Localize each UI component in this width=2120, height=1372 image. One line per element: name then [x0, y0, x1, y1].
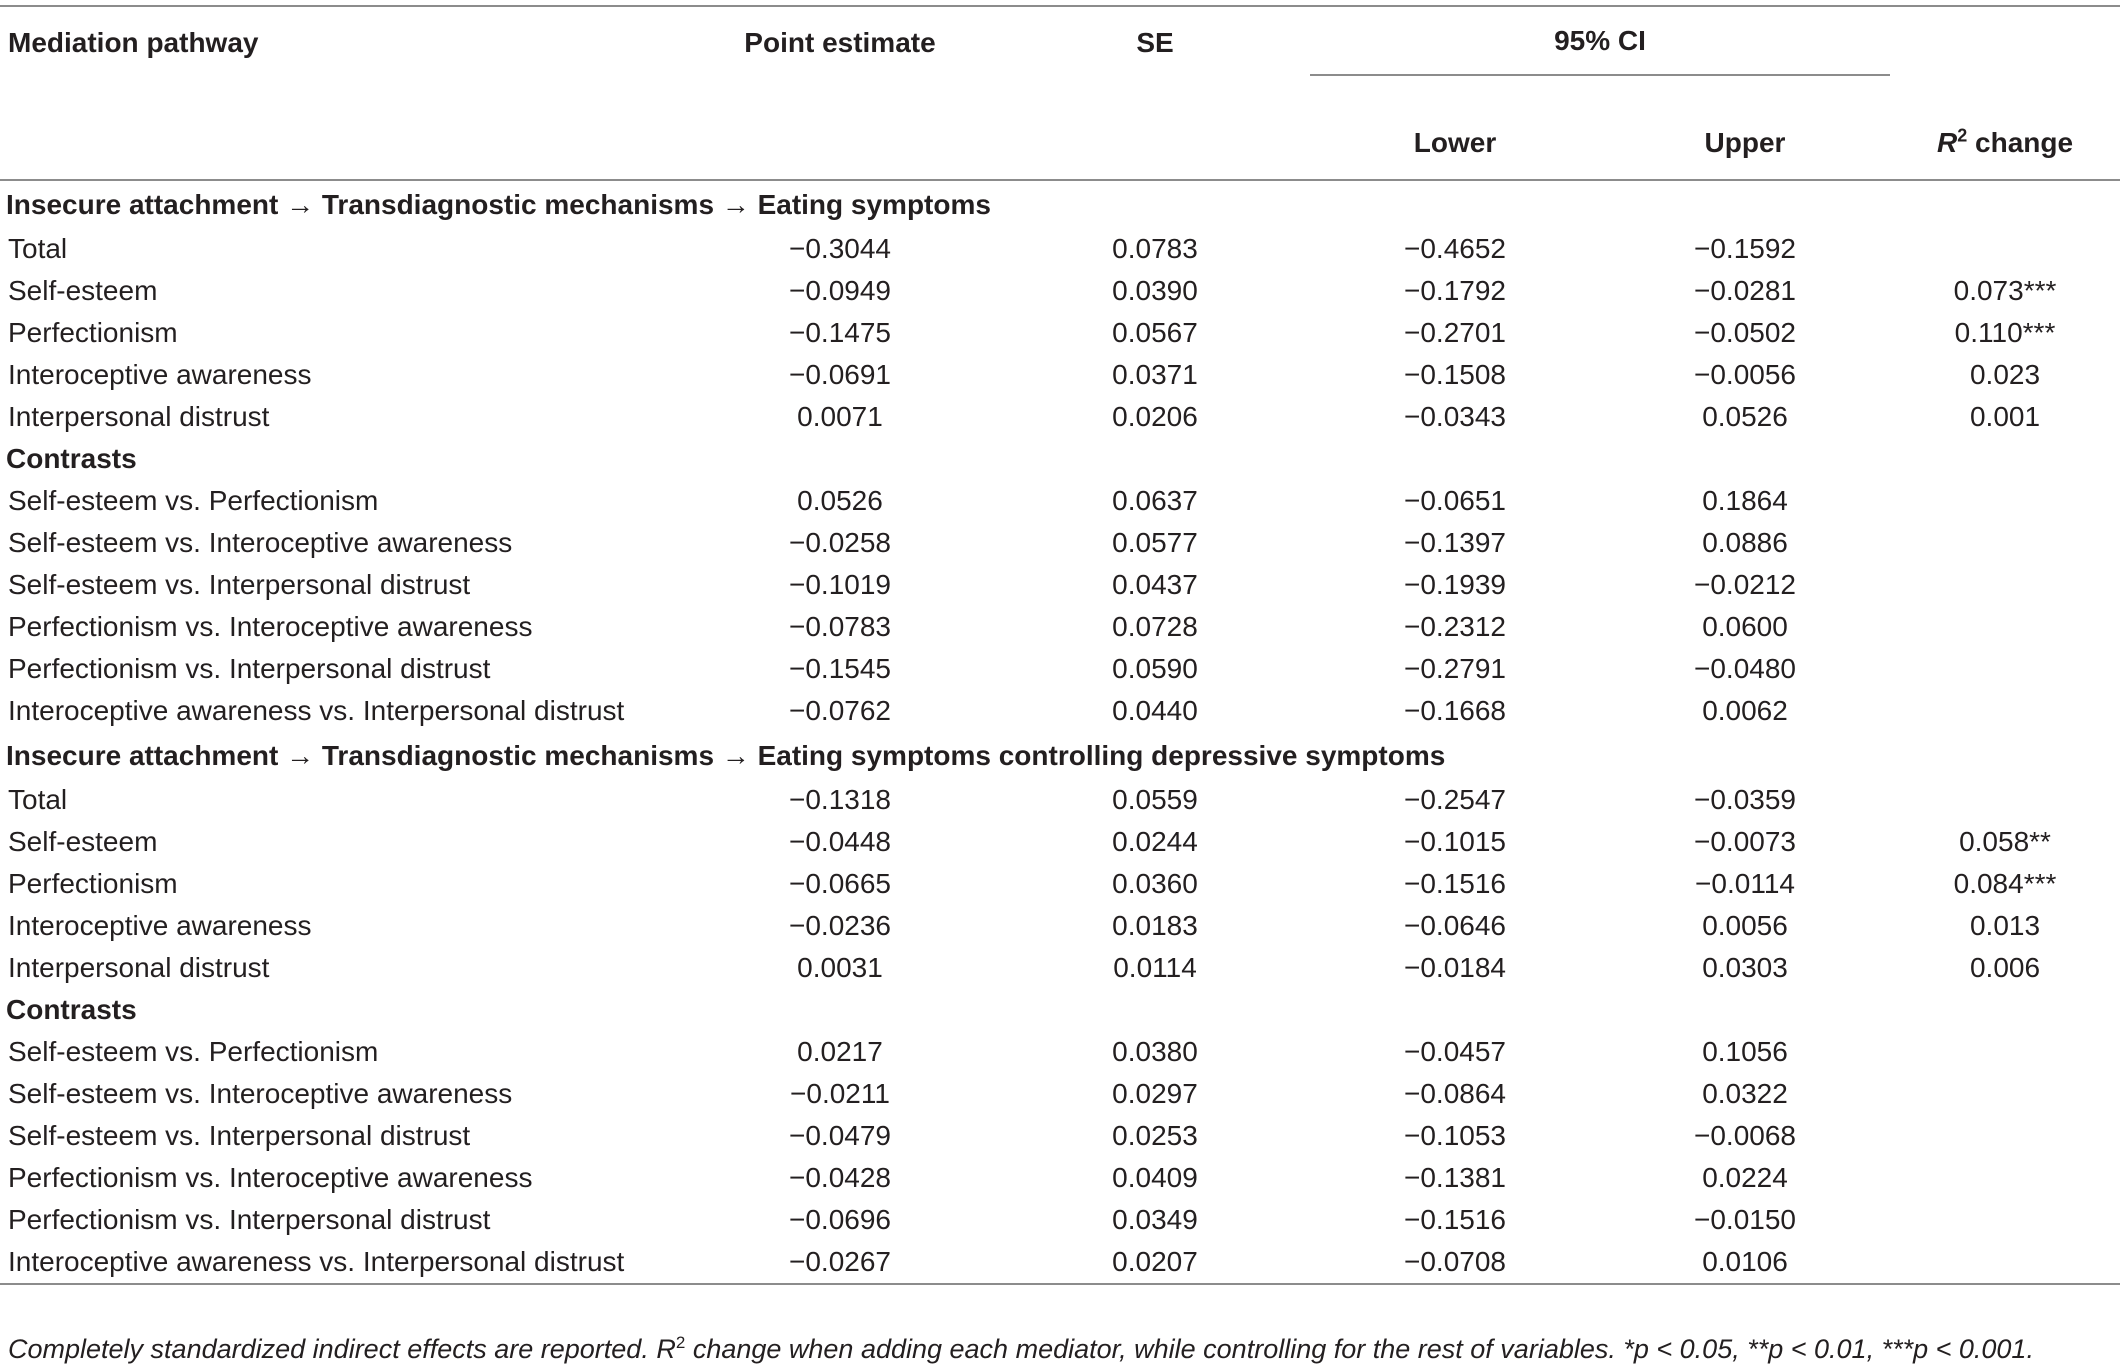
r2-change-cell: 0.001 [1969, 401, 2041, 432]
se-cell: 0.0577 [1112, 527, 1198, 558]
row-label: Self-esteem vs. Interpersonal distrust [8, 569, 471, 600]
r2-change-cell: 0.013 [1969, 910, 2041, 941]
point-estimate-cell: −0.3044 [789, 233, 891, 264]
ci-lower-cell: −0.1381 [1404, 1162, 1506, 1193]
r2-change-cell [1890, 522, 2120, 564]
section-title: Insecure attachment → Transdiagnostic mechanisms → Eating symptoms [6, 188, 991, 220]
point-estimate-cell: −0.0267 [680, 1241, 1000, 1284]
point-estimate-cell: −0.0762 [789, 695, 891, 726]
ci-upper-cell: 0.0056 [1702, 910, 1788, 941]
header-ci-group [1310, 5, 1890, 76]
ci-lower-cell: −0.0343 [1404, 401, 1506, 432]
section-title-row [0, 732, 2120, 779]
table-row [0, 1031, 2120, 1073]
ci-rule [1310, 74, 1890, 76]
se-cell: 0.0183 [1112, 910, 1198, 941]
se-cell: 0.0244 [1112, 826, 1198, 857]
se-cell: 0.0349 [1112, 1204, 1198, 1235]
ci-lower-cell: −0.0184 [1404, 952, 1506, 983]
table-row [0, 564, 2120, 606]
ci-upper-cell: −0.0150 [1694, 1204, 1796, 1235]
point-estimate-cell: −0.0783 [789, 611, 891, 642]
table-row [0, 354, 2120, 396]
ci-lower-cell: −0.4652 [1404, 233, 1506, 264]
table-header [0, 5, 2120, 180]
row-label: Interoceptive awareness vs. Interpersonal distrust [0, 1241, 680, 1284]
ci-upper-cell: −0.0056 [1694, 359, 1796, 390]
se-cell: 0.0114 [1113, 952, 1197, 983]
point-estimate-cell: −0.0211 [790, 1078, 890, 1109]
header-se: SE [1000, 5, 1310, 180]
ci-upper-cell: −0.0073 [1694, 826, 1796, 857]
se-cell: 0.0590 [1112, 653, 1198, 684]
ci-lower-cell: −0.1792 [1404, 275, 1506, 306]
row-label: Perfectionism vs. Interpersonal distrust [8, 1204, 491, 1235]
point-estimate-cell: −0.0258 [789, 527, 891, 558]
table-row [0, 863, 2120, 905]
table-row [0, 1115, 2120, 1157]
table-row [0, 480, 2120, 522]
ci-lower-cell: −0.2547 [1404, 784, 1506, 815]
ci-upper-cell: 0.0224 [1702, 1162, 1788, 1193]
ci-upper-cell: −0.0281 [1694, 275, 1796, 306]
table-row [0, 270, 2120, 312]
table-row [0, 1199, 2120, 1241]
r2-change-cell [1890, 1031, 2120, 1073]
point-estimate-cell: 0.0031 [797, 952, 883, 983]
table-row [0, 228, 2120, 270]
ci-lower-cell: −0.1516 [1404, 1204, 1506, 1235]
se-cell: 0.0371 [1112, 359, 1198, 390]
ci-upper-cell: −0.1592 [1694, 233, 1796, 264]
table-row [0, 1157, 2120, 1199]
header-row-1 [0, 5, 2120, 76]
row-label: Interoceptive awareness [8, 910, 312, 941]
ci-lower-cell: −0.0864 [1404, 1078, 1506, 1109]
row-label: Perfectionism vs. Interoceptive awareness [8, 1162, 533, 1193]
ci-lower-cell: −0.0457 [1404, 1036, 1506, 1067]
row-label: Self-esteem vs. Interoceptive awareness [8, 527, 513, 558]
r2-change-cell [1890, 779, 2120, 821]
point-estimate-cell: −0.0428 [789, 1162, 891, 1193]
footnote-r-sup: 2 [675, 1333, 686, 1352]
row-label: Perfectionism vs. Interpersonal distrust [8, 653, 491, 684]
point-estimate-cell: 0.0071 [797, 401, 883, 432]
point-estimate-cell: 0.0217 [797, 1036, 883, 1067]
table-body [0, 180, 2120, 1284]
point-estimate-cell: −0.1475 [789, 317, 891, 348]
point-estimate-cell: −0.0691 [789, 359, 891, 390]
r2-change-cell [1890, 564, 2120, 606]
point-estimate-cell: −0.0665 [789, 868, 891, 899]
point-estimate-cell: −0.0448 [789, 826, 891, 857]
r2-change-cell: 0.023 [1969, 359, 2041, 390]
row-label: Total [8, 784, 68, 815]
r2-change-cell [1890, 1199, 2120, 1241]
r2-change-cell [1890, 648, 2120, 690]
row-label: Perfectionism vs. Interoceptive awareness [8, 611, 533, 642]
row-label: Interoceptive awareness [8, 359, 312, 390]
header-lower: Lower [1310, 76, 1600, 180]
ci-lower-cell: −0.2791 [1404, 653, 1506, 684]
contrasts-title-row [0, 438, 2120, 480]
ci-lower-cell: −0.1508 [1404, 359, 1506, 390]
section-title-row [0, 180, 2120, 228]
se-cell: 0.0783 [1112, 233, 1198, 264]
ci-lower-cell: −0.1516 [1404, 868, 1506, 899]
se-cell: 0.0380 [1112, 1036, 1198, 1067]
ci-upper-cell: −0.0212 [1694, 569, 1796, 600]
row-label: Self-esteem [8, 275, 158, 306]
row-label: Interoceptive awareness vs. Interpersonal distrust [8, 695, 625, 726]
ci-upper-cell: −0.0502 [1694, 317, 1796, 348]
table-footnote [8, 1334, 2034, 1365]
footnote-r-letter: R [656, 1334, 676, 1364]
ci-upper-cell: 0.0886 [1702, 527, 1788, 558]
ci-lower-cell: −0.0651 [1404, 485, 1506, 516]
ci-upper-cell: −0.0480 [1694, 653, 1796, 684]
header-r2-change [1890, 5, 2120, 180]
table-row [0, 312, 2120, 354]
r2-change-cell [1890, 1241, 2120, 1284]
ci-upper-cell: −0.0114 [1695, 868, 1795, 899]
point-estimate-cell: −0.1545 [789, 653, 891, 684]
row-label: Self-esteem vs. Perfectionism [8, 1036, 379, 1067]
row-label: Interpersonal distrust [8, 952, 270, 983]
footnote-part1: Completely standardized indirect effects are reported. [8, 1334, 657, 1364]
r2-change-cell: 0.058** [1959, 826, 2051, 857]
r2-change-cell [1890, 480, 2120, 522]
r2-change-cell [1890, 690, 2120, 732]
ci-upper-cell: −0.0068 [1694, 1120, 1796, 1151]
ci-upper-cell: 0.0106 [1600, 1241, 1890, 1284]
point-estimate-cell: −0.0479 [789, 1120, 891, 1151]
se-cell: 0.0567 [1112, 317, 1198, 348]
se-cell: 0.0409 [1112, 1162, 1198, 1193]
table-row [0, 606, 2120, 648]
point-estimate-cell: −0.0236 [789, 910, 891, 941]
table-row [0, 779, 2120, 821]
section-title: Insecure attachment → Transdiagnostic mechanisms → Eating symptoms controlling depressive symptoms [6, 739, 1446, 771]
se-cell: 0.0360 [1112, 868, 1198, 899]
r2-change-cell [1890, 1157, 2120, 1199]
row-label: Self-esteem vs. Interpersonal distrust [8, 1120, 471, 1151]
header-mediation-pathway: Mediation pathway [0, 5, 680, 180]
ci-upper-cell: 0.0062 [1702, 695, 1788, 726]
table-row [0, 821, 2120, 863]
point-estimate-cell: −0.0949 [789, 275, 891, 306]
r2-sup: 2 [1957, 125, 1968, 146]
r2-change-cell: 0.110*** [1954, 317, 2056, 348]
header-upper: Upper [1600, 76, 1890, 180]
ci-lower-cell: −0.1939 [1404, 569, 1506, 600]
ci-lower-cell: −0.1397 [1404, 527, 1506, 558]
ci-upper-cell: 0.0526 [1702, 401, 1788, 432]
row-label: Perfectionism [8, 317, 178, 348]
contrasts-title: Contrasts [6, 443, 137, 474]
table-row [0, 905, 2120, 947]
table-row [0, 522, 2120, 564]
r2-change-cell [1890, 228, 2120, 270]
table-row [0, 396, 2120, 438]
r2-letter: R [1936, 127, 1958, 158]
row-label: Self-esteem [8, 826, 158, 857]
r2-change-cell [1890, 1073, 2120, 1115]
header-ci: 95% CI [1554, 24, 1646, 56]
se-cell: 0.0253 [1112, 1120, 1198, 1151]
se-cell: 0.0206 [1112, 401, 1198, 432]
ci-upper-cell: −0.0359 [1694, 784, 1796, 815]
point-estimate-cell: −0.1318 [789, 784, 891, 815]
ci-upper-cell: 0.0303 [1702, 952, 1788, 983]
ci-upper-cell: 0.0322 [1702, 1078, 1788, 1109]
ci-lower-cell: −0.0646 [1404, 910, 1506, 941]
table-row [0, 1241, 2120, 1284]
ci-upper-cell: 0.1864 [1702, 485, 1788, 516]
contrasts-title: Contrasts [6, 994, 137, 1025]
point-estimate-cell: 0.0526 [797, 485, 883, 516]
ci-upper-cell: 0.0600 [1702, 611, 1788, 642]
ci-lower-cell: −0.2701 [1404, 317, 1506, 348]
ci-lower-cell: −0.2312 [1404, 611, 1506, 642]
row-label: Total [8, 233, 68, 264]
se-cell: 0.0390 [1112, 275, 1198, 306]
ci-upper-cell: 0.1056 [1702, 1036, 1788, 1067]
r2-change-cell: 0.084*** [1953, 868, 2057, 899]
se-cell: 0.0297 [1112, 1078, 1198, 1109]
r2-change-cell [1890, 1115, 2120, 1157]
table-row [0, 690, 2120, 732]
table-row [0, 947, 2120, 989]
se-cell: 0.0637 [1112, 485, 1198, 516]
ci-lower-cell: −0.1015 [1404, 826, 1506, 857]
r2-change-cell [1890, 606, 2120, 648]
mediation-table [0, 5, 2120, 1285]
row-label: Interpersonal distrust [8, 401, 270, 432]
point-estimate-cell: −0.1019 [789, 569, 891, 600]
ci-lower-cell: −0.1668 [1404, 695, 1506, 726]
se-cell: 0.0207 [1000, 1241, 1310, 1284]
table-row [0, 648, 2120, 690]
row-label: Perfectionism [8, 868, 178, 899]
point-estimate-cell: −0.0696 [789, 1204, 891, 1235]
se-cell: 0.0440 [1112, 695, 1198, 726]
se-cell: 0.0559 [1112, 784, 1198, 815]
table-row [0, 1073, 2120, 1115]
r2-change-cell: 0.073*** [1953, 275, 2057, 306]
row-label: Self-esteem vs. Perfectionism [8, 485, 379, 516]
contrasts-title-row [0, 989, 2120, 1031]
ci-lower-cell: −0.0708 [1310, 1241, 1600, 1284]
se-cell: 0.0728 [1112, 611, 1198, 642]
footnote-part2: change when adding each mediator, while controlling for the rest of variables. *p < 0.05, **p < 0.01, ***p < 0.001. [685, 1334, 2034, 1364]
se-cell: 0.0437 [1112, 569, 1198, 600]
r2-change-cell: 0.006 [1969, 952, 2041, 983]
r2-rest: change [1967, 127, 2074, 158]
header-point-estimate: Point estimate [680, 5, 1000, 180]
row-label: Self-esteem vs. Interoceptive awareness [8, 1078, 513, 1109]
ci-lower-cell: −0.1053 [1404, 1120, 1506, 1151]
